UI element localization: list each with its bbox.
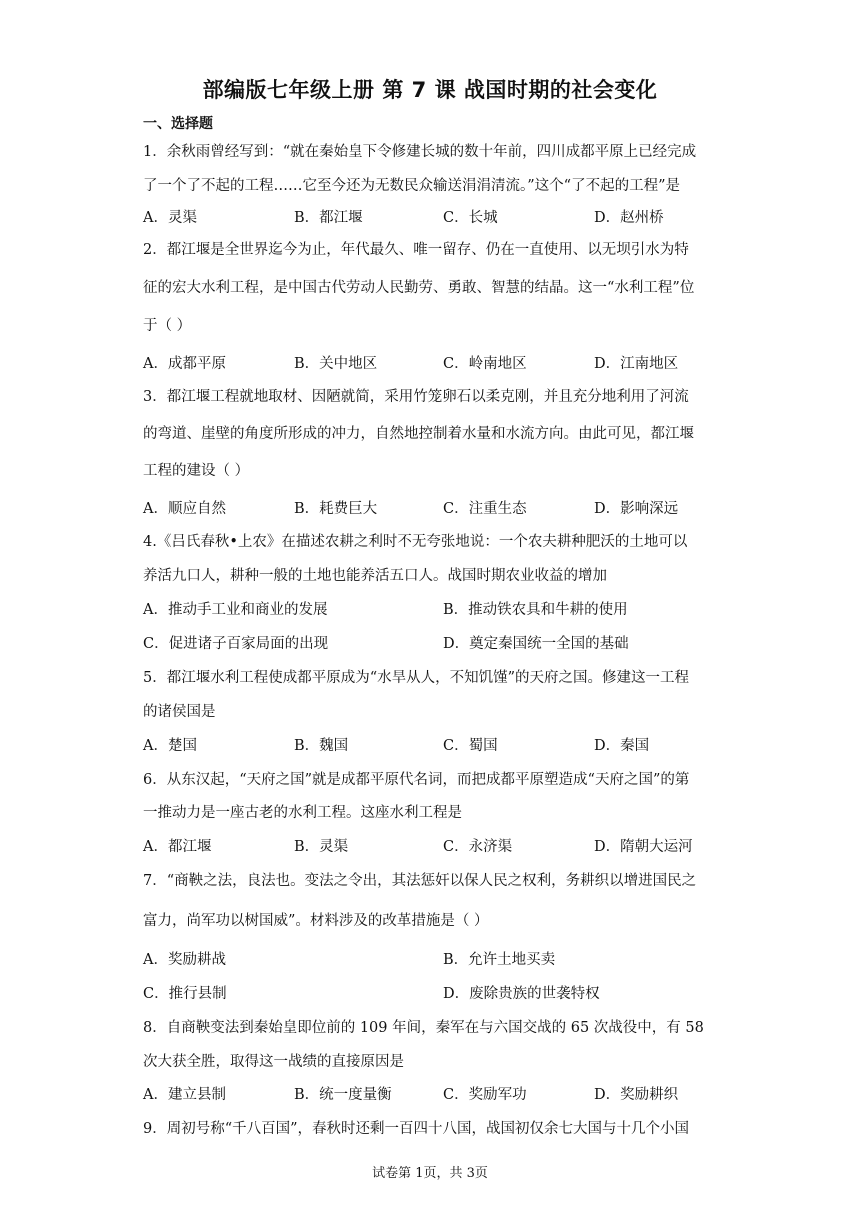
question-1-option-a: A．灵渠 [143,210,197,226]
question-7-line-1: 7．“商鞅之法，良法也。变法之令出，其法惩奸以保人民之权利，务耕织以增进国民之 [143,873,697,889]
question-4-line-2: 养活九口人，耕种一般的土地也能养活五口人。战国时期农业收益的增加 [143,568,607,584]
question-8-line-1: 8．自商鞅变法到秦始皇即位前的 109 年间，秦军在与六国交战的 65 次战役中，有 58 [143,1020,704,1036]
document-title: 部编版七年级上册 第 7 课 战国时期的社会变化 [202,78,658,102]
question-4-option-a: A．推动手工业和商业的发展 [143,602,328,618]
question-8-option-b: B．统一度量衡 [294,1087,392,1103]
page-footer: 试卷第 1页，共 3页 [372,1166,488,1181]
question-3-option-d: D．影响深远 [594,501,679,517]
question-4-option-b: B．推动铁农具和牛耕的使用 [443,602,628,618]
question-5-option-c: C．蜀国 [443,738,498,754]
question-2-option-c: C．岭南地区 [443,356,527,372]
question-6-option-c: C．永济渠 [443,839,513,855]
question-6-option-d: D．隋朝大运河 [594,839,693,855]
question-1-line-1: 1．余秋雨曾经写到：“就在秦始皇下令修建长城的数十年前，四川成都平原上已经完成 [143,144,697,160]
question-3-line-1: 3．都江堰工程就地取材、因陋就简，采用竹笼卵石以柔克刚，并且充分地利用了河流 [143,389,689,405]
question-2-line-3: 于（ ） [143,318,192,334]
question-8-option-d: D．奖励耕织 [594,1087,679,1103]
question-2-option-d: D．江南地区 [594,356,679,372]
question-1-option-d: D．赵州桥 [594,210,664,226]
question-3-option-b: B．耗费巨大 [294,501,378,517]
question-3-option-c: C．注重生态 [443,501,527,517]
question-6-option-b: B．灵渠 [294,839,349,855]
question-3-option-a: A．顺应自然 [143,501,226,517]
question-3-line-3: 工程的建设（ ） [143,463,250,479]
question-6-line-1: 6．从东汉起，“天府之国”就是成都平原代名词，而把成都平原塑造成“天府之国”的第 [143,772,690,788]
question-2-line-2: 征的宏大水利工程，是中国古代劳动人民勤劳、勇敢、智慧的结晶。这一“水利工程”位 [143,280,695,296]
section-heading: 一、选择题 [143,116,213,132]
question-2-line-1: 2．都江堰是全世界迄今为止，年代最久、唯一留存、仍在一直使用、以无坝引水为特 [143,242,689,258]
question-7-line-2: 富力，尚军功以树国威”。材料涉及的改革措施是（ ） [143,913,489,929]
question-6-option-a: A．都江堰 [143,839,212,855]
question-4-option-c: C．促进诸子百家局面的出现 [143,636,329,652]
question-1-option-c: C．长城 [443,210,498,226]
question-9-line-1: 9．周初号称“千八百国”，春秋时还剩一百四十八国，战国初仅余七大国与十几个小国 [143,1121,690,1137]
question-4-option-d: D．奠定秦国统一全国的基础 [443,636,629,652]
question-5-line-1: 5．都江堰水利工程使成都平原成为“水旱从人，不知饥馑”的天府之国。修建这一工程 [143,670,690,686]
question-6-line-2: 一推动力是一座古老的水利工程。这座水利工程是 [143,805,462,821]
question-5-option-b: B．魏国 [294,738,349,754]
question-8-line-2: 次大获全胜，取得这一战绩的直接原因是 [143,1054,404,1070]
question-8-option-a: A．建立县制 [143,1087,226,1103]
question-8-option-c: C．奖励军功 [443,1087,527,1103]
question-5-option-d: D．秦国 [594,738,650,754]
question-1-option-b: B．都江堰 [294,210,363,226]
question-2-option-a: A．成都平原 [143,356,226,372]
question-5-line-2: 的诸侯国是 [143,704,216,720]
question-7-option-a: A．奖励耕战 [143,952,226,968]
question-2-option-b: B．关中地区 [294,356,378,372]
question-4-line-1: 4.《吕氏春秋•上农》在描述农耕之利时不无夸张地说：一个农夫耕种肥沃的土地可以 [143,534,688,550]
question-5-option-a: A．楚国 [143,738,197,754]
question-1-line-2: 了一个了不起的工程……它至今还为无数民众输送涓涓清流。”这个“了不起的工程”是 [143,178,680,194]
question-7-option-c: C．推行县制 [143,986,227,1002]
question-7-option-b: B．允许土地买卖 [443,952,556,968]
question-7-option-d: D．废除贵族的世袭特权 [443,986,600,1002]
question-3-line-2: 的弯道、崖壁的角度所形成的冲力，自然地控制着水量和水流方向。由此可见，都江堰 [143,426,694,442]
